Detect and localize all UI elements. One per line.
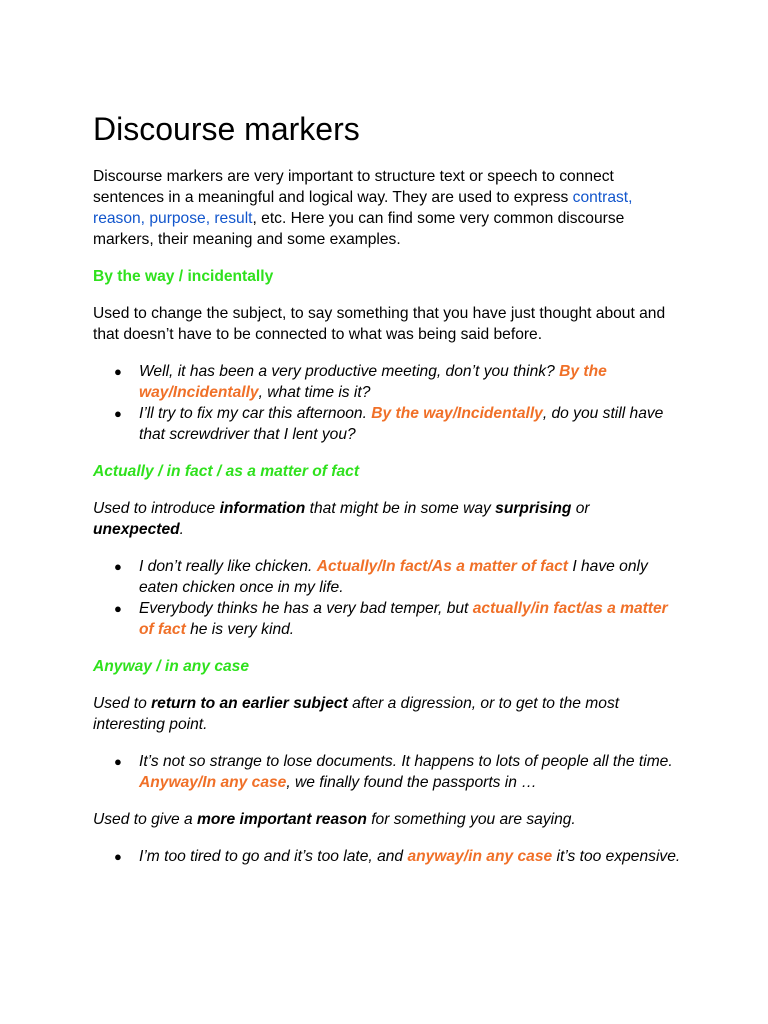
example-list bbox=[93, 361, 683, 445]
bullet-icon: ● bbox=[114, 601, 122, 616]
example-item bbox=[114, 361, 683, 403]
example-text: I’m too tired to go and it’s too late, and bbox=[139, 848, 408, 865]
definition-text: that might be in some way bbox=[305, 500, 496, 517]
definition-text: . bbox=[179, 521, 185, 538]
example-item bbox=[114, 751, 683, 793]
definition-keyword: return to an earlier subject bbox=[151, 695, 348, 712]
example-text: I don’t really like chicken. bbox=[139, 558, 317, 575]
definition-text: Used to introduce bbox=[93, 500, 220, 517]
definition-keyword: unexpected bbox=[93, 521, 180, 538]
example-text: , do you still have that screwdriver that I lent you? bbox=[139, 405, 664, 443]
example-text: Everybody thinks he has a very bad temper, but bbox=[139, 600, 473, 617]
example-list bbox=[93, 556, 683, 640]
page-title: Discourse markers bbox=[93, 111, 360, 147]
bullet-icon: ● bbox=[114, 849, 122, 864]
example-item bbox=[114, 846, 683, 867]
example-item bbox=[114, 403, 683, 445]
example-text: It’s not so strange to lose documents. It happens to lots of people all the time. bbox=[139, 753, 673, 770]
example-text: Well, it has been a very productive meeting, don’t you think? bbox=[139, 363, 560, 380]
example-text: I have only eaten chicken once in my life. bbox=[139, 558, 648, 596]
definition-text: for something you are saying. bbox=[366, 811, 576, 828]
example-text: it’s too expensive. bbox=[552, 848, 681, 865]
example-text: he is very kind. bbox=[185, 621, 295, 638]
example-marker: Actually/In fact/As a matter of fact bbox=[316, 558, 568, 575]
bullet-icon: ● bbox=[114, 559, 122, 574]
section-definition bbox=[93, 498, 683, 540]
section-definition bbox=[93, 693, 683, 735]
section-heading-actually: Actually / in fact / as a matter of fact bbox=[93, 463, 360, 480]
example-marker: anyway/in any case bbox=[407, 848, 553, 865]
bullet-icon: ● bbox=[114, 406, 122, 421]
section-heading-by-the-way: By the way / incidentally bbox=[93, 268, 274, 285]
example-text: , what time is it? bbox=[258, 384, 371, 401]
intro-link-text[interactable]: contrast, reason, purpose, result bbox=[93, 189, 633, 227]
example-text: , we finally found the passports in … bbox=[286, 774, 537, 791]
definition-text: Used to bbox=[93, 695, 152, 712]
example-list bbox=[93, 751, 683, 793]
example-text: I’ll try to fix my car this afternoon. bbox=[139, 405, 372, 422]
bullet-icon: ● bbox=[114, 754, 122, 769]
intro-text: Discourse markers are very important to structure text or speech to connect sentences in a meaningful and logical way. They are used to express bbox=[93, 168, 614, 206]
definition-keyword: information bbox=[219, 500, 306, 517]
example-list bbox=[93, 846, 683, 867]
example-marker: By the way/Incidentally bbox=[139, 363, 607, 401]
example-item bbox=[114, 598, 683, 640]
example-item bbox=[114, 556, 683, 598]
intro-text-end: , etc. Here you can find some very common discourse markers, their meaning and some examples. bbox=[93, 210, 625, 248]
bullet-icon: ● bbox=[114, 364, 122, 379]
example-marker: actually/in fact/as a matter of fact bbox=[139, 600, 668, 638]
definition-text: after a digression, or to get to the most interesting point. bbox=[93, 695, 620, 733]
section-heading-anyway: Anyway / in any case bbox=[93, 658, 250, 675]
definition-text: Used to give a bbox=[93, 811, 198, 828]
section-definition bbox=[93, 809, 683, 830]
example-marker: By the way/Incidentally bbox=[371, 405, 543, 422]
definition-keyword: surprising bbox=[495, 500, 572, 517]
intro-paragraph bbox=[93, 166, 683, 250]
definition-keyword: more important reason bbox=[197, 811, 367, 828]
document-body bbox=[93, 110, 683, 883]
section-definition: Used to change the subject, to say something that you have just thought about and that doesn’t have to be connected to what was being said before. bbox=[93, 305, 666, 343]
example-marker: Anyway/In any case bbox=[139, 774, 287, 791]
definition-text: or bbox=[571, 500, 590, 517]
